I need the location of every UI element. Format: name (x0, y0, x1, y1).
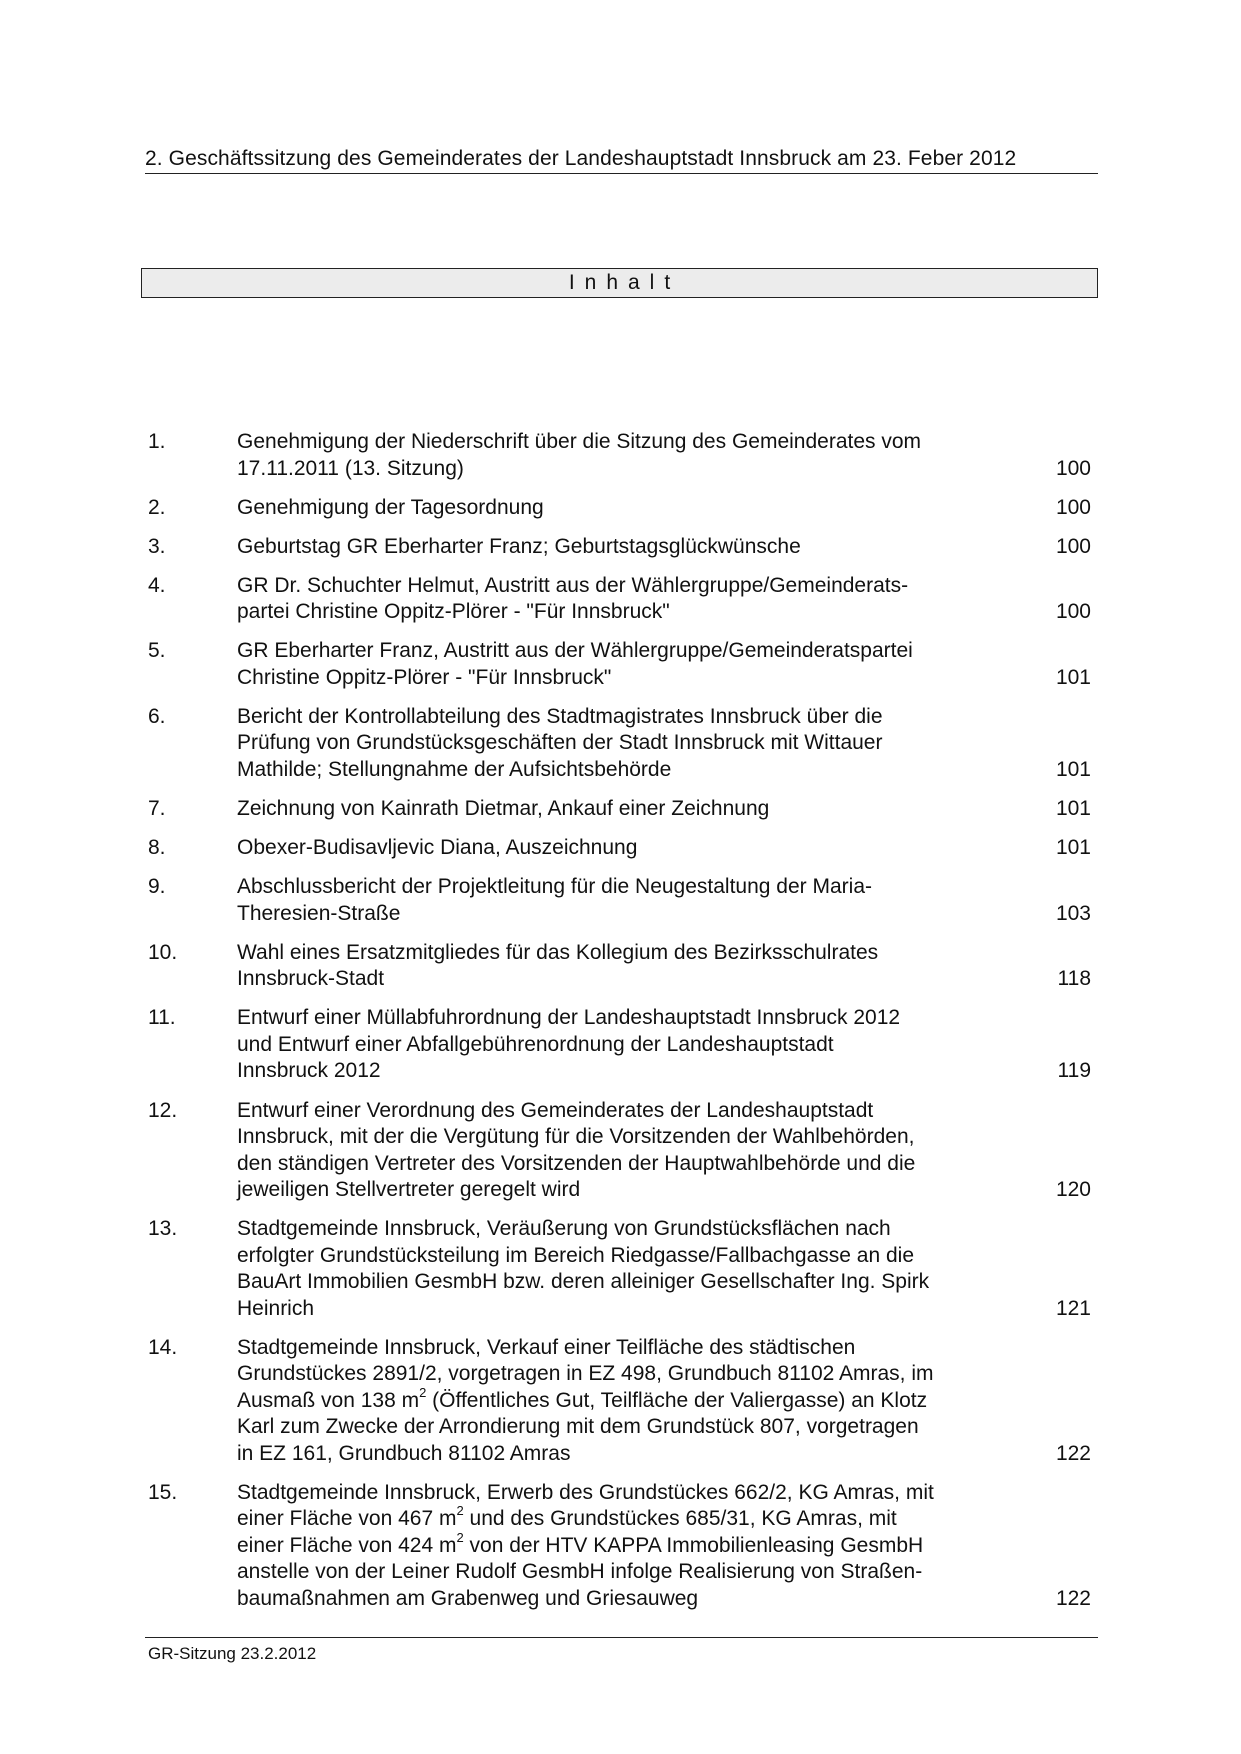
toc-item-number: 8. (148, 836, 166, 860)
toc-item (148, 874, 1098, 927)
toc-item-number: 13. (148, 1217, 178, 1241)
toc-item (148, 796, 1098, 823)
toc-item-page: 121 (1055, 1296, 1091, 1320)
toc-item (148, 534, 1098, 561)
toc-item-title: Stadtgemeinde Innsbruck, Verkauf einer Teilfläche des städtischen Grundstückes 2891/2, vorgetragen in EZ 498, Grundbuch 81102 Amras, im Ausmaß von 138 $m^2$ (Öffentliches Gut, Teilfläche der Valiergasse) an Klotz Karl zum Zwecke der Arrondierung mit dem Grundstück 807, vorgetragen in EZ 161, Grundbuch 81102 Amras (237, 1335, 934, 1465)
toc-item-number: 3. (148, 534, 166, 558)
toc-item-page: 101 (1055, 836, 1091, 860)
contents-heading-box (141, 268, 1098, 298)
toc-item (148, 1216, 1098, 1322)
toc-item (148, 429, 1098, 482)
toc-item-page: 120 (1055, 1178, 1091, 1202)
toc-item-number: 12. (148, 1098, 178, 1122)
toc-item (148, 940, 1098, 993)
toc-item-number: 4. (148, 573, 166, 597)
toc-item-number: 7. (148, 797, 166, 821)
toc-item-page: 100 (1055, 456, 1091, 480)
toc-item (148, 1005, 1098, 1085)
toc-item-number: 14. (148, 1335, 178, 1359)
superscript-two: 2 (456, 1529, 464, 1545)
toc-item-page: 103 (1055, 901, 1091, 925)
toc-item-title: Genehmigung der Niederschrift über die Sitzung des Gemeinderates vom 17.11.2011 (13. Sitzung) (237, 430, 922, 480)
toc-item-page: 100 (1055, 600, 1091, 624)
superscript-two: 2 (456, 1503, 464, 1519)
toc-item-title: Wahl eines Ersatzmitgliedes für das Kollegium des Bezirksschulrates Innsbruck-Stadt (237, 940, 879, 991)
toc-item-page: 100 (1055, 495, 1091, 519)
toc-item-number: 15. (148, 1480, 178, 1504)
toc-item-page: 101 (1055, 797, 1091, 821)
toc-item-title: Entwurf einer Müllabfuhrordnung der Landeshauptstadt Innsbruck 2012 und Entwurf einer Abfallgebührenordnung der Landeshauptstadt Innsbruck 2012 (237, 1006, 901, 1083)
toc-item-number: 2. (148, 495, 166, 519)
toc-item (148, 1480, 1098, 1613)
toc-item-title: GR Dr. Schuchter Helmut, Austritt aus der Wählergruppe/Gemeinderats- partei Christine Oppitz-Plörer - "Für Innsbruck" (237, 573, 909, 624)
footer-divider (145, 1637, 1098, 1638)
table-of-contents (148, 429, 1098, 1625)
toc-item-number: 10. (148, 940, 178, 964)
toc-item-number: 11. (148, 1006, 176, 1030)
page-header: 2. Geschäftssitzung des Gemeinderates der Landeshauptstadt Innsbruck am 23. Feber 2012 (145, 146, 1098, 174)
toc-item-page: 122 (1055, 1586, 1091, 1610)
toc-item (148, 638, 1098, 691)
toc-item-title: Stadtgemeinde Innsbruck, Veräußerung von Grundstücksflächen nach erfolgter Grundstücksteilung im Bereich Riedgasse/Fallbachgasse an die BauArt Immobilien GesmbH bzw. deren alleiniger Gesellschafter Ing. Spirk Heinrich (237, 1217, 930, 1320)
toc-item-title: Bericht der Kontrollabteilung des Stadtmagistrates Innsbruck über die Prüfung von Grundstücksgeschäften der Stadt Innsbruck mit Wittauer Mathilde; Stellungnahme der Aufsichtsbehörde (237, 704, 883, 781)
toc-item (148, 835, 1098, 862)
toc-item-page: 101 (1055, 665, 1091, 689)
toc-item-page: 118 (1057, 967, 1091, 991)
toc-item (148, 495, 1098, 522)
toc-item-page: 101 (1055, 757, 1091, 781)
toc-item-number: 5. (148, 639, 166, 663)
toc-item (148, 1098, 1098, 1204)
toc-item-title: Obexer-Budisavljevic Diana, Auszeichnung (237, 836, 638, 860)
toc-item-page: 119 (1057, 1059, 1091, 1083)
toc-item-number: 6. (148, 704, 166, 728)
superscript-two: 2 (419, 1384, 427, 1400)
contents-heading: Inhalt (568, 271, 681, 294)
toc-item-title: Stadtgemeinde Innsbruck, Erwerb des Grundstückes 662/2, KG Amras, mit einer Fläche von 467 $m^2$ und des Grundstückes 685/31, KG Amras, mit einer Fläche von 424 $m^2$ von der HTV KAPPA Immobilienleasing GesmbH anstelle von der Leiner Rudolf GesmbH infolge Realisierung von Straßen- baumaßnahmen am Grabenweg und Griesauweg (237, 1480, 934, 1610)
toc-item-title: Geburtstag GR Eberharter Franz; Geburtstagsglückwünsche (237, 534, 801, 558)
toc-item-page: 100 (1055, 534, 1091, 558)
toc-item-page: 122 (1055, 1441, 1091, 1465)
toc-item-number: 1. (148, 430, 166, 453)
page-footer: GR-Sitzung 23.2.2012 (148, 1644, 317, 1663)
toc-item-number: 9. (148, 875, 166, 899)
toc-item (148, 1335, 1098, 1468)
toc-item-title: Abschlussbericht der Projektleitung für die Neugestaltung der Maria- Theresien-Straße (237, 875, 872, 925)
toc-item-title: Zeichnung von Kainrath Dietmar, Ankauf einer Zeichnung (237, 797, 770, 821)
toc-item-title: GR Eberharter Franz, Austritt aus der Wählergruppe/Gemeinderatspartei Christine Oppitz-Plörer - "Für Innsbruck" (237, 639, 913, 689)
toc-item (148, 573, 1098, 626)
toc-item-title: Genehmigung der Tagesordnung (237, 495, 544, 519)
toc-item-title: Entwurf einer Verordnung des Gemeinderates der Landeshauptstadt Innsbruck, mit der die Vergütung für die Vorsitzenden der Wahlbehörden, den ständigen Vertreter des Vorsitzenden der Hauptwahlbehörde und die jeweiligen Stellvertreter geregelt wird (237, 1098, 916, 1202)
toc-item (148, 704, 1098, 784)
